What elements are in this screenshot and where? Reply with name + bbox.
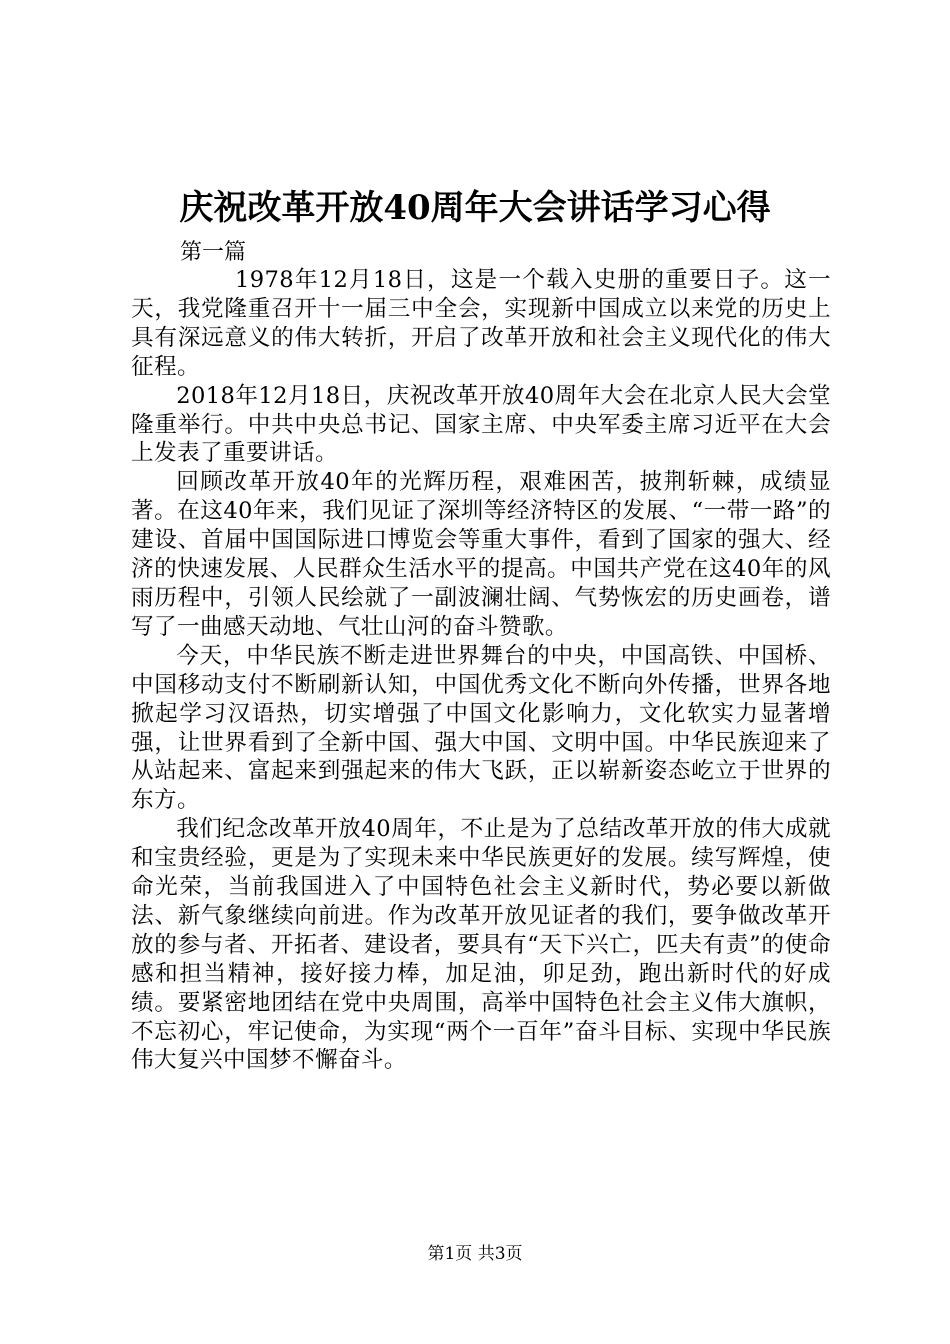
paragraph: 我们纪念改革开放40周年，不止是为了总结改革开放的伟大成就和宝贵经验，更是为了实现未来中华民族更好的发展。续写辉煌，使命光荣，当前我国进入了中国特色社会主义新时代，势必要以新做法、新气象继续向前进。作为改革开放见证者的我们，要争做改革开放的参与者、开拓者、建设者，要具有“天下兴亡，匹夫有责”的使命感和担当精神，接好接力棒，加足油，卯足劲，跑出新时代的好成绩。要紧密地团结在党中央周围，高举中国特色社会主义伟大旗帜，不忘初心，牢记使命，为实现“两个一百年”奋斗目标、实现中华民族伟大复兴中国梦不懈奋斗。	[131, 816, 831, 1074]
paragraph: 回顾改革开放40年的光辉历程，艰难困苦，披荆斩棘，成绩显著。在这40年来，我们见证了深圳等经济特区的发展、“一带一路”的建设、首届中国国际进口博览会等重大事件，看到了国家的强大、经济的快速发展、人民群众生活水平的提高。中国共产党在这40年的风雨历程中，引领人民绘就了一副波澜壮阔、气势恢宏的历史画卷，谱写了一曲感天动地、气壮山河的奋斗赞歌。	[131, 469, 831, 640]
paragraph: 2018年12月18日，庆祝改革开放40周年大会在北京人民大会堂隆重举行。中共中央总书记、国家主席、中央军委主席习近平在大会上发表了重要讲话。	[131, 382, 831, 467]
section-label: 第一篇	[180, 240, 247, 265]
document-title: 庆祝改革开放40周年大会讲话学习心得	[179, 188, 771, 228]
page-footer: 第1页 共3页	[427, 1244, 523, 1264]
document-body	[131, 266, 831, 1075]
paragraph: 今天，中华民族不断走进世界舞台的中央，中国高铁、中国桥、中国移动支付不断刷新认知，中国优秀文化不断向外传播，世界各地掀起学习汉语热，切实增强了中国文化影响力，文化软实力显著增强，让世界看到了全新中国、强大中国、文明中国。中华民族迎来了从站起来、富起来到强起来的伟大飞跃，正以崭新姿态屹立于世界的东方。	[131, 642, 831, 814]
paragraph: 1978年12月18日，这是一个载入史册的重要日子。这一天，我党隆重召开十一届三中全会，实现新中国成立以来党的历史上具有深远意义的伟大转折，开启了改革开放和社会主义现代化的伟大征程。	[131, 267, 831, 380]
